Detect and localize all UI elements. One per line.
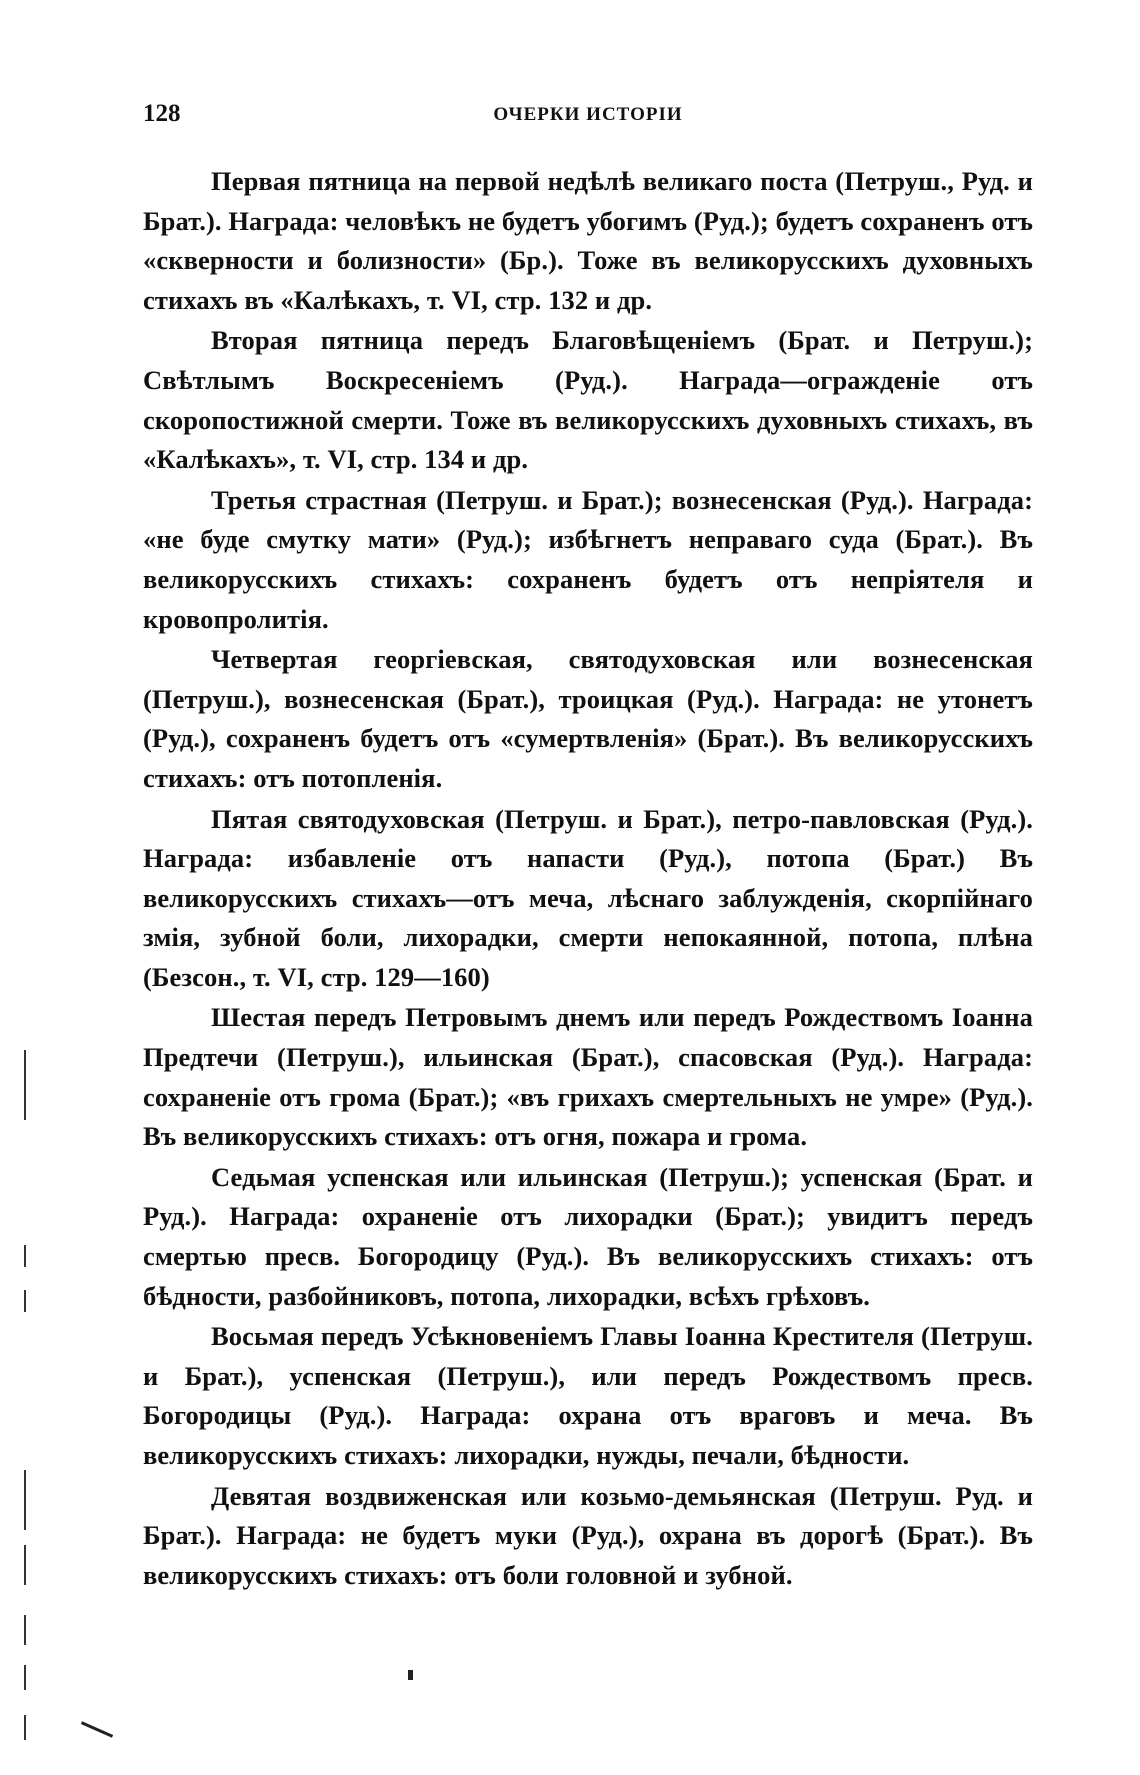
body-text xyxy=(143,162,1033,1596)
running-title: ОЧЕРКИ ИСТОРІИ xyxy=(493,104,683,125)
paragraph-fifth-friday: Пятая святодуховская (Петруш. и Брат.), петро-павловская (Руд.). Награда: избавленіе отъ напасти (Руд.), потопа (Брат.) Въ великорусскихъ стихахъ—отъ меча, лѣснаго заблужденія, скорпійнаго змія, зубной боли, лихорадки, смерти непокаянной, потопа, плѣна (Безсон., т. VI, стр. 129—160) xyxy=(143,803,1033,992)
paragraph-first-friday: Первая пятница на первой недѣлѣ великаго поста (Петруш., Руд. и Брат.). Награда: человѣкъ не будетъ убогимъ (Руд.); будетъ сохраненъ отъ «скверности и болизности» (Бр.). Тоже въ великорусскихъ духовныхъ стихахъ въ «Калѣкахъ, т. VI, стр. 132 и др. xyxy=(143,166,1033,315)
page-number: 128 xyxy=(143,100,181,127)
scan-margin-line xyxy=(24,1545,26,1585)
paragraph-fourth-friday: Четвертая георгіевская, святодуховская или вознесенская (Петруш.), вознесенская (Брат.), троицкая (Руд.). Награда: не утонетъ (Руд.), сохраненъ будетъ отъ «сумертвленія» (Брат.). Въ великорусскихъ стихахъ: отъ потопленія. xyxy=(143,644,1033,793)
running-head xyxy=(143,100,1033,134)
paragraph-second-friday: Вторая пятница передъ Благовѣщеніемъ (Брат. и Петруш.); Свѣтлымъ Воскресеніемъ (Руд.). Награда—огражденіе отъ скоропостижной смерти. Тоже въ великорусскихъ духовныхъ стихахъ, въ «Калѣкахъ», т. VI, стр. 134 и др. xyxy=(143,325,1033,475)
scan-margin-line xyxy=(24,1615,26,1645)
paragraph-sixth-friday: Шестая передъ Петровымъ днемъ или передъ Рождествомъ Іоанна Предтечи (Петруш.), ильинская (Брат.), спасовская (Руд.). Награда: сохраненіе отъ грома (Брат.); «въ грихахъ смертельныхъ не умре» (Руд.). Въ великорусскихъ стихахъ: отъ огня, пожара и грома. xyxy=(143,1002,1033,1152)
scan-margin-line xyxy=(24,1050,26,1120)
paragraph-ninth-friday: Девятая воздвиженская или козьмо-демьянская (Петруш. Руд. и Брат.). Награда: не будетъ муки (Руд.), охрана въ дорогѣ (Брат.). Въ великорусскихъ стихахъ: отъ боли головной и зубной. xyxy=(143,1480,1033,1590)
scan-margin-line xyxy=(24,1715,26,1740)
paragraph-eighth-friday: Восьмая передъ Усѣкновеніемъ Главы Іоанна Крестителя (Петруш. и Брат.), успенская (Петруш.), или передъ Рождествомъ пресв. Богородицы (Руд.). Награда: охрана отъ враговъ и меча. Въ великорусскихъ стихахъ: лихорадки, нужды, печали, бѣдности. xyxy=(143,1321,1033,1470)
scan-margin-line xyxy=(24,1245,26,1267)
scan-speck xyxy=(81,1721,113,1738)
paragraph-seventh-friday: Седьмая успенская или ильинская (Петруш.); успенская (Брат. и Руд.). Награда: охраненіе отъ лихорадки (Брат.); увидитъ передъ смертью пресв. Богородицу (Руд.). Въ великорусскихъ стихахъ: отъ бѣдности, разбойниковъ, потопа, лихорадки, всѣхъ грѣховъ. xyxy=(143,1161,1033,1311)
scan-margin-line xyxy=(24,1290,26,1312)
scan-speck xyxy=(408,1670,413,1680)
scan-margin-line xyxy=(24,1470,26,1530)
paragraph-third-friday: Третья страстная (Петруш. и Брат.); вознесенская (Руд.). Награда: «не буде смутку мати» (Руд.); избѣгнетъ неправаго суда (Брат.). Въ великорусскихъ стихахъ: сохраненъ будетъ отъ непріятеля и кровопролитія. xyxy=(143,484,1033,634)
scan-margin-line xyxy=(24,1665,26,1690)
